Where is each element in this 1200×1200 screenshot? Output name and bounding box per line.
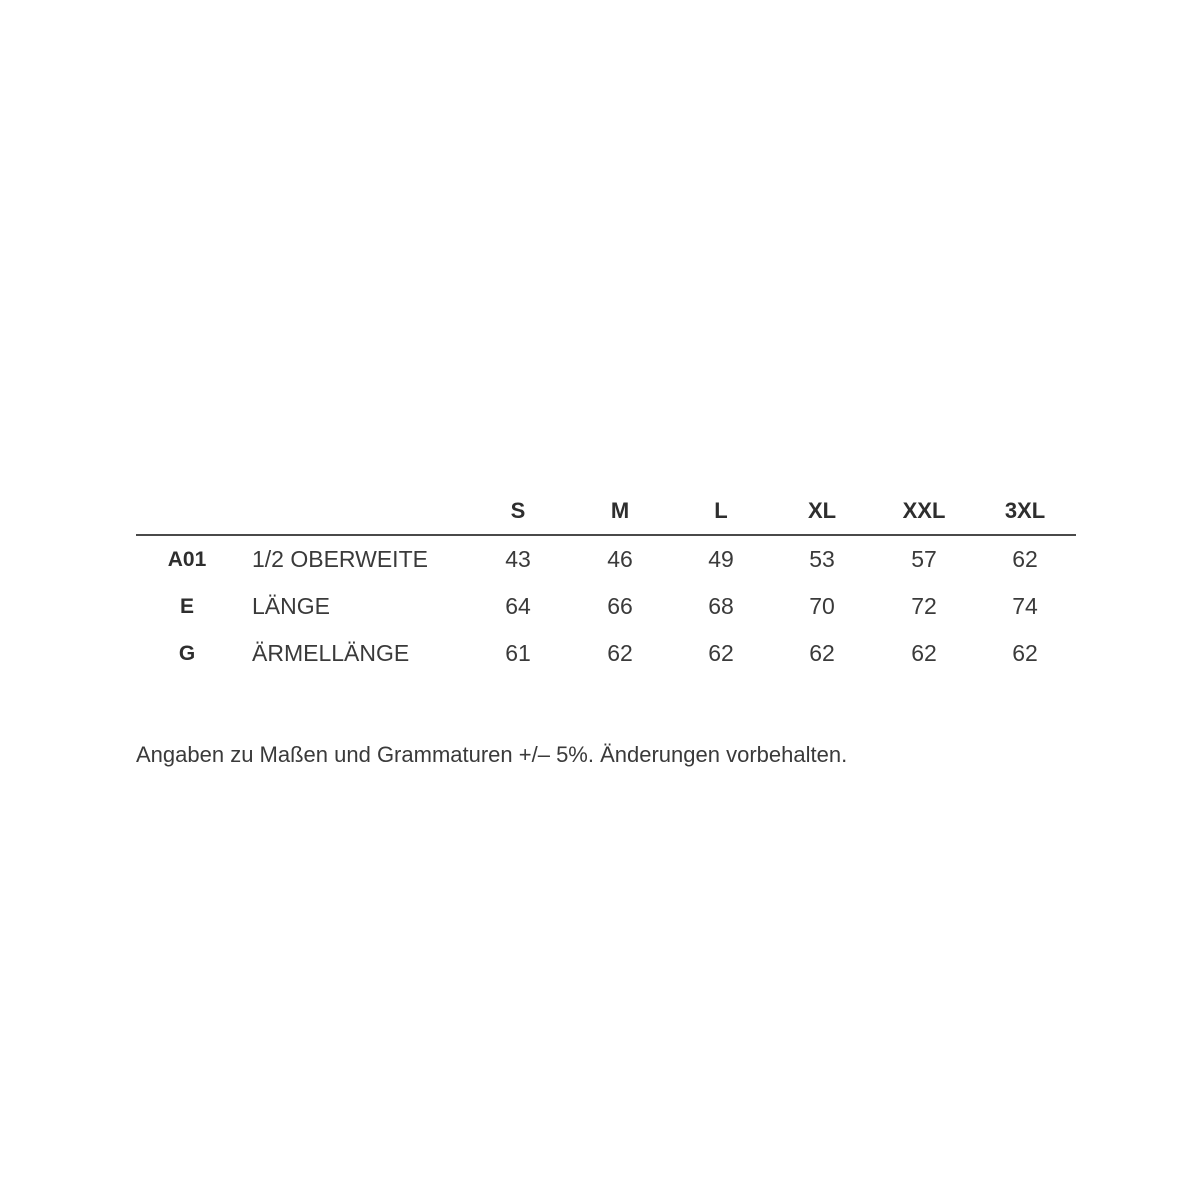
table-cell: 53 [809, 546, 835, 572]
tolerance-note: Angaben zu Maßen und Grammaturen +/– 5%. Änderungen vorbehalten. [136, 742, 848, 767]
table-row [136, 630, 1076, 677]
measure-code: G [178, 641, 196, 665]
table-cell: 70 [809, 593, 835, 619]
table-header-row [136, 488, 1076, 536]
size-header-xxl: XXL [902, 498, 946, 523]
measure-label: LÄNGE [252, 593, 330, 619]
measure-code: E [179, 594, 194, 618]
table-cell: 62 [911, 640, 937, 666]
size-header-xl: XL [807, 498, 837, 523]
table-row [136, 583, 1076, 630]
table-cell: 62 [809, 640, 835, 666]
size-header-m: M [610, 498, 630, 523]
table-cell: 74 [1012, 593, 1038, 619]
table-cell: 62 [1012, 640, 1038, 666]
table-cell: 64 [505, 593, 531, 619]
table-row [136, 536, 1076, 583]
measure-code: A01 [167, 547, 207, 571]
table-cell: 46 [607, 546, 633, 572]
table-body [136, 536, 1076, 677]
table-cell: 49 [708, 546, 734, 572]
size-header-l: L [714, 498, 728, 523]
table-cell: 72 [911, 593, 937, 619]
size-header-s: S [510, 498, 526, 523]
table-cell: 62 [708, 640, 734, 666]
table-cell: 66 [607, 593, 633, 619]
table-cell: 62 [607, 640, 633, 666]
table-cell: 68 [708, 593, 734, 619]
table-cell: 43 [505, 546, 531, 572]
measure-label: 1/2 OBERWEITE [252, 546, 428, 572]
table-cell: 62 [1012, 546, 1038, 572]
size-chart-table [136, 488, 1076, 677]
measure-label: ÄRMELLÄNGE [252, 640, 410, 666]
table-cell: 57 [911, 546, 937, 572]
table-cell: 61 [505, 640, 531, 666]
size-header-3xl: 3XL [1004, 498, 1046, 523]
